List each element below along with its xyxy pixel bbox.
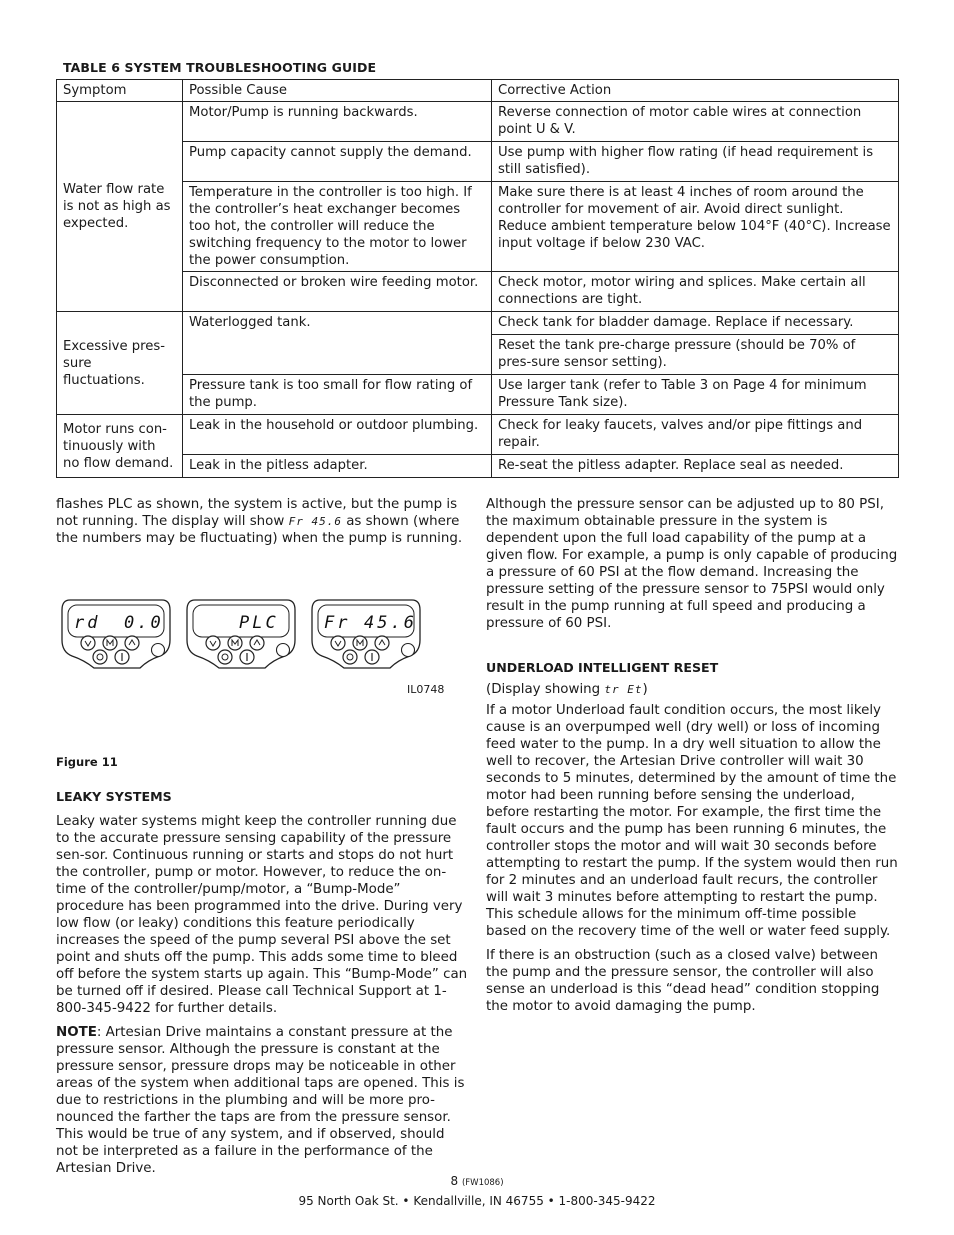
symptom-cell: Motor runs con-tinuously with no flow demand. xyxy=(57,415,183,478)
troubleshooting-table xyxy=(56,79,899,478)
underload-paragraph: If a motor Underload fault condition occurs, the most likely cause is an overpumped well (dry well) or loss of incoming feed water to the pump. In a dry well situation to allow the well to recover, the Artesian Drive controller will wait 30 seconds to 5 minutes, determined by the amount of time the motor had been running before sensing the underload, before restarting the motor. For example, the first time the fault occurs and the pump has been running 6 minutes, the controller stops the motor and will wait 30 seconds before attempting to restart the pump. If the system would then run for 2 minutes and an underload fault recurs, the controller will wait 3 minutes before attempting to restart the pump. This schedule allows for the minimum off-time possible based on the recovery time of the well or water feed supply. xyxy=(486,703,898,939)
table-row xyxy=(57,375,899,415)
controller-display-2 xyxy=(181,596,301,672)
header-symptom: Symptom xyxy=(57,80,183,102)
table-row xyxy=(57,272,899,312)
symptom-cell: Water flow rate is not as high as expected. xyxy=(57,102,183,312)
up-button-icon xyxy=(375,636,389,650)
action-cell: Use pump with higher flow rating (if head requirement is still satisfied). xyxy=(492,142,899,182)
table-row xyxy=(57,102,899,142)
down-button-icon xyxy=(81,636,95,650)
display-showing-line xyxy=(486,681,900,698)
stop-button-icon xyxy=(343,650,357,664)
table-title: TABLE 6 SYSTEM TROUBLESHOOTING GUIDE xyxy=(63,60,377,75)
underload-heading: UNDERLOAD INTELLIGENT RESET xyxy=(486,660,719,675)
indicator-light-icon xyxy=(277,644,290,657)
cause-cell: Disconnected or broken wire feeding motor. xyxy=(183,272,492,312)
page-number: 8 xyxy=(450,1174,459,1188)
controller-display-1 xyxy=(56,596,176,672)
footer-address: 95 North Oak St. • Kendallville, IN 46755 • 1-800-345-9422 xyxy=(298,1194,656,1208)
display-1-right: 0.0 xyxy=(124,613,164,633)
display-showing-text-a: (Display showing xyxy=(486,682,605,697)
mode-button-icon xyxy=(228,636,242,650)
obstruction-paragraph: If there is an obstruction (such as a closed valve) between the pump and the pressure sensor, the controller will also sense an underload is this “dead head” condition stopping the motor to avoid damaging the pump. xyxy=(486,948,880,1014)
cause-cell: Pressure tank is too small for flow rating of the pump. xyxy=(183,375,492,415)
down-button-icon xyxy=(206,636,220,650)
stop-button-icon xyxy=(93,650,107,664)
display-3-right: 45.6 xyxy=(364,613,417,633)
action-cell: Check motor, motor wiring and splices. Make certain all connections are tight. xyxy=(492,272,899,312)
down-button-icon xyxy=(331,636,345,650)
intro-segment-display: Fr 45.6 xyxy=(288,515,342,528)
header-corrective-action: Corrective Action xyxy=(492,80,899,102)
cause-cell: Leak in the household or outdoor plumbing. xyxy=(183,415,492,455)
action-cell: Re-seat the pitless adapter. Replace seal as needed. xyxy=(492,455,899,478)
action-cell: Make sure there is at least 4 inches of room around the controller for movement of air. Avoid direct sunlight. Reduce ambient temperature below 104°F (40°C). Increase input voltage if below 230 VAC. xyxy=(492,182,899,272)
stop-button-icon xyxy=(218,650,232,664)
note-label: NOTE xyxy=(56,1025,97,1040)
pressure-paragraph: Although the pressure sensor can be adjusted up to 80 PSI, the maximum obtainable pressure in the system is dependent upon the full load capability of the pump at a given flow. For example, a pump is only capable of producing a pressure of 60 PSI at the flow demand. Increasing the pressure setting of the pressure sensor to 75PSI would only result in the pump running at full speed and producing a pressure of 60 PSI. xyxy=(486,497,898,631)
table-header-row xyxy=(57,80,899,102)
cause-cell: Motor/Pump is running backwards. xyxy=(183,102,492,142)
mode-button-icon xyxy=(353,636,367,650)
indicator-light-icon xyxy=(152,644,165,657)
cause-cell: Pump capacity cannot supply the demand. xyxy=(183,142,492,182)
intro-text-a: flashes PLC as shown, the system is active, but the pump is not running. The display will show xyxy=(56,497,458,529)
cause-cell: Temperature in the controller is too high. If the controller’s heat exchanger becomes too hot, the controller will reduce the switching frequency to the motor to lower the power consumption. xyxy=(183,182,492,272)
table-row xyxy=(57,142,899,182)
symptom-cell: Excessive pres-sure fluctuations. xyxy=(57,312,183,415)
action-cell: Check tank for bladder damage. Replace if necessary. xyxy=(492,312,899,335)
note-paragraph xyxy=(56,1024,470,1177)
header-possible-cause: Possible Cause xyxy=(183,80,492,102)
intro-text-b: as shown (where the numbers may be fluctuating) when the pump is running. xyxy=(56,514,463,546)
left-column-body xyxy=(56,788,470,1184)
figure-label: Figure 11 xyxy=(56,755,118,769)
intro-paragraph xyxy=(56,496,470,547)
left-intro xyxy=(56,496,470,554)
display-2-right: PLC xyxy=(239,613,279,633)
display-showing-text-b: ) xyxy=(642,682,648,697)
cause-cell: Waterlogged tank. xyxy=(183,312,492,375)
display-3-left: Fr xyxy=(324,613,351,633)
mode-button-icon xyxy=(103,636,117,650)
indicator-light-icon xyxy=(402,644,415,657)
table-row xyxy=(57,312,899,335)
action-cell: Reset the tank pre-charge pressure (should be 70% of pres-sure sensor setting). xyxy=(492,335,899,375)
display-1-left: rd xyxy=(74,613,101,633)
page-number-line xyxy=(0,1174,954,1188)
note-text: : Artesian Drive maintains a constant pressure at the pressure sensor. Although the pressure is constant at the pressure sensor, pressure drops may be noticeable in other areas of the system when additional taps are opened. This is due to restrictions in the plumbing and will be more pro-nounced the farther the taps are from the pressure sensor. This would be true of any system, and if observed, should not be interpreted as a failure in the performance of the Artesian Drive. xyxy=(56,1025,465,1176)
leaky-systems-paragraph: Leaky water systems might keep the controller running due to the accurate pressure sensing capability of the pressure sen-sor. Continuous running or starts and stops do not hurt the controller, pump or motor. However, to reduce the on-time of the controller/pump/motor, a “Bump-Mode” procedure has been programmed into the drive. During very low flow (or leaky) conditions this feature periodically increases the speed of the pump several PSI above the set point and shuts off the pump. This adds some time to bleed off before the system starts up again. This “Bump-Mode” can be turned off if desired. Please call Technical Support at 1-800-345-9422 for further details. xyxy=(56,814,468,1016)
leaky-systems-heading: LEAKY SYSTEMS xyxy=(56,789,172,804)
action-cell: Check for leaky faucets, valves and/or pipe fittings and repair. xyxy=(492,415,899,455)
illustration-code: IL0748 xyxy=(407,683,445,696)
up-button-icon xyxy=(125,636,139,650)
table-row xyxy=(57,415,899,455)
table-row xyxy=(57,182,899,272)
display-showing-segment: tr Et xyxy=(604,683,643,696)
action-cell: Use larger tank (refer to Table 3 on Page 4 for minimum Pressure Tank size). xyxy=(492,375,899,415)
doc-code: (FW1086) xyxy=(461,1178,504,1188)
cause-cell: Leak in the pitless adapter. xyxy=(183,455,492,478)
table-row xyxy=(57,455,899,478)
action-cell: Reverse connection of motor cable wires at connection point U & V. xyxy=(492,102,899,142)
controller-display-3 xyxy=(306,596,426,672)
up-button-icon xyxy=(250,636,264,650)
right-column-body xyxy=(486,496,900,1022)
